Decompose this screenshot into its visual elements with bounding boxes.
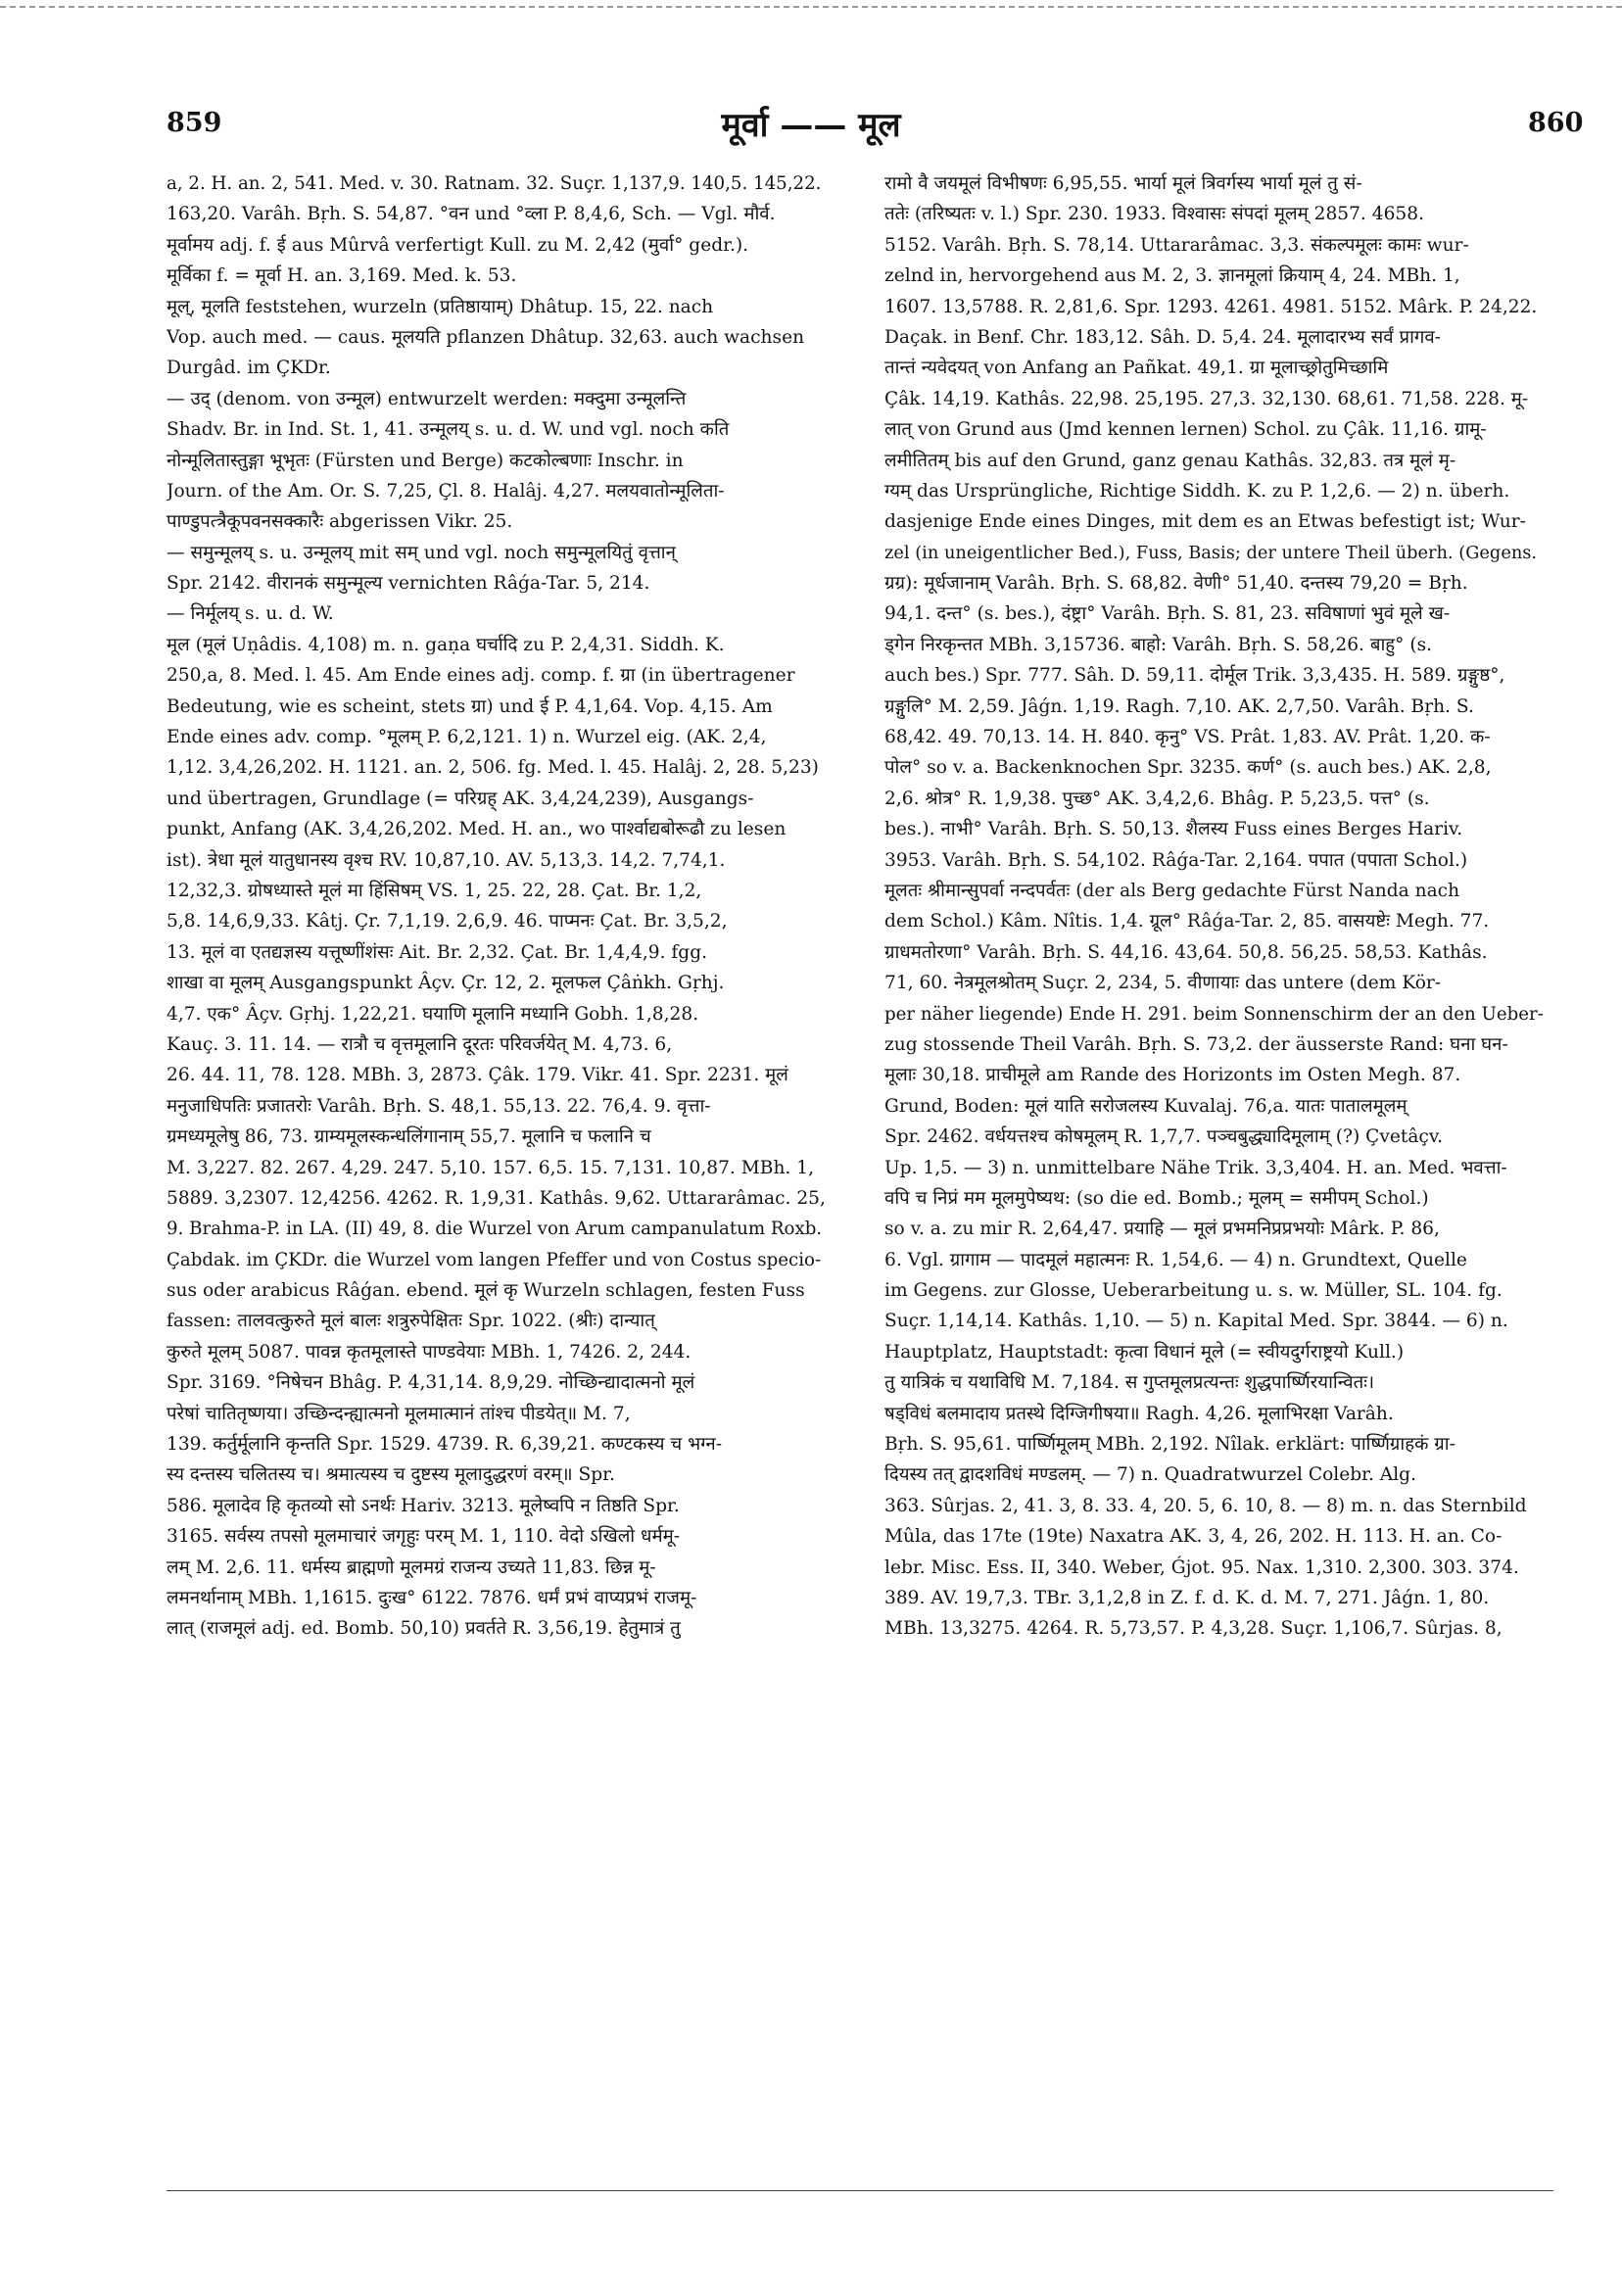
text-line: 139. कर्तुर्मूलानि कृन्तति Spr. 1529. 4739. R. 6,39,21. कण्टकस्य च भग्न- — [167, 1434, 723, 1456]
text-line: ततेः (तरिष्यतः v. l.) Spr. 230. 1933. विश्वासः संपदां मूलम् 2857. 4658. — [884, 204, 1424, 225]
text-line: 1,12. 3,4,26,202. H. 1121. an. 2, 506. fg. Med. l. 45. Halâj. 2, 28. 5,23) — [167, 757, 819, 779]
text-line: ग्रमध्यमूलेषु 86, 73. ग्राम्यमूलस्कन्धलिंगानाम् 55,7. मूलानि च फलानि च — [167, 1126, 651, 1148]
text-line: Durgâd. im ÇKDr. — [167, 358, 331, 379]
text-line: मूल (मूलं Uṇâdis. 4,108) m. n. gaṇa घर्चादि zu P. 2,4,31. Siddh. K. — [167, 634, 725, 655]
text-line: Spr. 2142. वीरानकं समुन्मूल्य vernichten Râǵa-Tar. 5, 214. — [167, 573, 650, 595]
text-line: लात् (राजमूलं adj. ed. Bomb. 50,10) प्रवर्तते R. 3,56,19. हेतुमात्रं तु — [167, 1618, 681, 1640]
text-line: 363. Sûrjas. 2, 41. 3, 8. 33. 4, 20. 5, 6. 10, 8. — 8) m. n. das Sternbild — [884, 1495, 1527, 1516]
text-line: a, 2. H. an. 2, 541. Med. v. 30. Ratnam. 32. Suçr. 1,137,9. 140,5. 145,22. — [167, 173, 822, 194]
text-line: — निर्मूलय् s. u. d. W. — [167, 603, 334, 625]
text-line: Daçak. in Benf. Chr. 183,12. Sâh. D. 5,4. 24. मूलादारभ्य सर्वं प्रागव- — [884, 326, 1441, 348]
text-line: लात् von Grund aus (Jmd kennen lernen) Schol. zu Çâk. 11,16. ग्रामू- — [884, 419, 1487, 441]
text-line: — उद् (denom. von उन्मूल) entwurzelt werden: मक्दुमा उन्मूलन्ति — [167, 388, 687, 409]
text-line: 12,32,3. ग्रोषध्यास्ते मूलं मा हिंसिषम् VS. 1, 25. 22, 28. Çat. Br. 1,2, — [167, 880, 702, 901]
text-line: 3953. Varâh. Bṛh. S. 54,102. Râǵa-Tar. 2,164. पपात (पपाता Schol.) — [884, 849, 1468, 871]
text-line: वपि च निप्रं मम मूलमुपेष्यथ: (so die ed. Bomb.; मूलम् = समीपम् Schol.) — [884, 1187, 1429, 1209]
text-line: 4,7. एक° Âçv. Gṛhj. 1,22,21. घयाणि मूलानि मध्यानि Gobh. 1,8,28. — [167, 1003, 699, 1025]
text-line: 163,20. Varâh. Bṛh. S. 54,87. °वन und °व्ला P. 8,4,6, Sch. — Vgl. मौर्व. — [167, 204, 776, 225]
text-line: so v. a. zu mir R. 2,64,47. प्रयाहि — मूलं प्रभमनिप्रप्रभयोः Mârk. P. 86, — [884, 1219, 1440, 1240]
text-line: auch bes.) Spr. 777. Sâh. D. 59,11. दोर्मूल Trik. 3,3,435. H. 589. ग्रङ्गुष्ठ°, — [884, 665, 1505, 687]
text-line: ग्रङ्गुलि° M. 2,59. Jâǵn. 1,19. Ragh. 7,10. AK. 2,7,50. Varâh. Bṛh. S. — [884, 695, 1474, 717]
text-line: und übertragen, Grundlage (= परिग्रह् AK. 3,4,24,239), Ausgangs- — [167, 788, 754, 809]
left-column — [167, 168, 833, 1645]
text-line: M. 3,227. 82. 267. 4,29. 247. 5,10. 157. 6,5. 15. 7,131. 10,87. MBh. 1, — [167, 1157, 814, 1178]
text-line: Ende eines adv. comp. °मूलम् P. 6,2,121. 1) n. Wurzel eig. (AK. 2,4, — [167, 727, 767, 748]
page-number-left: 859 — [167, 108, 222, 138]
right-column — [884, 168, 1550, 1645]
text-line: Bṛh. S. 95,61. पार्ष्णिमूलम् MBh. 2,192. Nîlak. erklärt: पार्ष्णिग्राहकं ग्रा- — [884, 1434, 1455, 1456]
text-line: तान्तं न्यवेदयत् von Anfang an Pañkat. 49,1. ग्रा मूलाच्छ्रोतुमिच्छामि — [884, 358, 1389, 379]
text-line: zel (in uneigentlicher Bed.), Fuss, Basis; der untere Theil überh. (Gegens. — [884, 542, 1538, 563]
text-line: dasjenige Ende eines Dinges, mit dem es an Etwas befestigt ist; Wur- — [884, 511, 1526, 533]
page-number-right: 860 — [1528, 108, 1584, 138]
text-line: मूर्वामय adj. f. ई aus Mûrvâ verfertigt Kull. zu M. 2,42 (मुर्वा° gedr.). — [167, 234, 749, 256]
text-line: Kauç. 3. 11. 14. — रात्रौ च वृत्तमूलानि दूरतः परिवर्जयेत् M. 4,73. 6, — [167, 1033, 673, 1055]
text-line: MBh. 13,3275. 4264. R. 5,73,57. P. 4,3,28. Suçr. 1,106,7. Sûrjas. 8, — [884, 1618, 1503, 1640]
text-line: sus oder arabicus Râǵan. ebend. मूलं कृ Wurzeln schlagen, festen Fuss — [167, 1280, 805, 1302]
text-line: 9. Brahma-P. in LA. (II) 49, 8. die Wurzel von Arum campanulatum Roxb. — [167, 1219, 823, 1240]
text-line: Bedeutung, wie es scheint, stets ग्रा) und ई P. 4,1,64. Vop. 4,15. Am — [167, 695, 773, 717]
text-line: मूलतः श्रीमान्सुपर्वा नन्दपर्वतः (der als Berg gedachte Fürst Nanda nach — [884, 880, 1460, 901]
text-line: 94,1. दन्त° (s. bes.), दंष्ट्रा° Varâh. Bṛh. S. 81, 23. सविषाणां भुवं मूले ख- — [884, 603, 1451, 625]
text-line: ग्रग्र): मूर्धजानाम् Varâh. Bṛh. S. 68,82. वेणी° 51,40. दन्तस्य 79,20 = Bṛh. — [884, 573, 1468, 595]
text-line: ist). त्रेधा मूलं यातुधानस्य वृश्च RV. 10,87,10. AV. 5,13,3. 14,2. 7,74,1. — [167, 849, 726, 871]
text-line: ड्गेन निरकृन्तत MBh. 3,15736. बाहो: Varâh. Bṛh. S. 58,26. बाहु° (s. — [884, 634, 1433, 655]
text-line: bes.). नाभी° Varâh. Bṛh. S. 50,13. शैलस्य Fuss eines Berges Hariv. — [884, 819, 1463, 840]
text-line: ग्राधमतोरणा° Varâh. Bṛh. S. 44,16. 43,64. 50,8. 56,25. 58,53. Kathâs. — [884, 941, 1488, 963]
text-line: षड्विधं बलमादाय प्रतस्थे दिग्जिगीषया॥ Ragh. 4,26. मूलाभिरक्षा Varâh. — [884, 1403, 1394, 1424]
text-line: Spr. 2462. वर्धयत्तश्च कोषमूलम् R. 1,7,7. पञ्चबुद्ध्यादिमूलाम् (?) Çvetâçv. — [884, 1126, 1444, 1148]
text-line: Up. 1,5. — 3) n. unmittelbare Nähe Trik. 3,3,404. H. an. Med. भवत्ता- — [884, 1157, 1507, 1178]
text-line: ग्यम् das Ursprüngliche, Richtige Siddh. K. zu P. 1,2,6. — 2) n. überh. — [884, 480, 1510, 502]
text-line: zug stossende Theil Varâh. Bṛh. S. 73,2. der äusserste Rand: घना घन- — [884, 1033, 1508, 1055]
text-line: शाखा वा मूलम् Ausgangspunkt Âçv. Çr. 12, 2. मूलफल Çâṅkh. Gṛhj. — [167, 973, 725, 994]
text-line: मनुजाधिपतिः प्रजातरोः Varâh. Bṛh. S. 48,1. 55,13. 22. 76,4. 9. वृत्ता- — [167, 1095, 711, 1117]
text-line: — समुन्मूलय् s. u. उन्मूलय् mit सम् und vgl. noch समुन्मूलयितुं वृत्तान् — [167, 542, 676, 563]
top-edge-rule — [0, 6, 1622, 8]
text-line: 71, 60. नेत्रमूलश्रोतम् Suçr. 2, 234, 5. वीणायाः das untere (dem Kör- — [884, 973, 1442, 994]
text-line: 5,8. 14,6,9,33. Kâtj. Çr. 7,1,19. 2,6,9. 46. पाप्मनः Çat. Br. 3,5,2, — [167, 911, 728, 933]
text-line: मूल्, मूलति feststehen, wurzeln (प्रतिष्ठायाम्) Dhâtup. 15, 22. nach — [167, 296, 714, 317]
bottom-rule — [167, 2190, 1553, 2191]
text-line: कुरुते मूलम् 5087. पावन्न कृतमूलास्ते पाण्डवेयाः MBh. 1, 7426. 2, 244. — [167, 1341, 692, 1363]
text-line: लमनर्थानाम् MBh. 1,1615. दुःख° 6122. 7876. धर्मं प्रभं वाप्यप्रभं राजमू- — [167, 1587, 697, 1608]
text-line: 26. 44. 11, 78. 128. MBh. 3, 2873. Çâk. 179. Vikr. 41. Spr. 2231. मूलं — [167, 1065, 788, 1086]
text-line: im Gegens. zur Glosse, Ueberarbeitung u. s. w. Müller, SL. 104. fg. — [884, 1280, 1503, 1302]
text-line: मूलाः 30,18. प्राचीमूले am Rande des Horizonts im Osten Megh. 87. — [884, 1065, 1461, 1086]
text-line: fassen: तालवत्कुरुते मूलं बालः शत्रुरुपेक्षितः Spr. 1022. (श्रीः) दान्यात् — [167, 1311, 655, 1332]
text-line: दियस्य तत् द्वादशविधं मण्डलम्. — 7) n. Quadratwurzel Colebr. Alg. — [884, 1464, 1416, 1486]
text-line: 5889. 3,2307. 12,4256. 4262. R. 1,9,31. Kathâs. 9,62. Uttararâmac. 25, — [167, 1187, 826, 1209]
text-line: पाण्डुपत्त्रैकूपवनसक्कारैः abgerissen Vikr. 25. — [167, 511, 513, 533]
text-line: 586. मूलादेव हि कृतव्यो सो ऽनर्थः Hariv. 3213. मूलेष्वपि न तिष्ठति Spr. — [167, 1495, 680, 1516]
text-line: तु यात्रिकं च यथाविधि M. 7,184. स गुप्तमूलप्रत्यन्तः शुद्धपार्ष्णिरयान्वितः। — [884, 1372, 1374, 1394]
text-line: 5152. Varâh. Bṛh. S. 78,14. Uttararâmac. 3,3. संकल्पमूलः कामः wur- — [884, 234, 1469, 256]
text-line: Mûla, das 17te (19te) Naxatra AK. 3, 4, 26, 202. H. 113. H. an. Co- — [884, 1526, 1503, 1548]
text-line: 2,6. श्रोत्र° R. 1,9,38. पुच्छ° AK. 3,4,2,6. Bhâg. P. 5,23,5. पत्त° (s. — [884, 788, 1430, 809]
text-line: पोल° so v. a. Backenknochen Spr. 3235. कर्ण° (s. auch bes.) AK. 2,8, — [884, 757, 1492, 779]
text-line: 68,42. 49. 70,13. 14. H. 840. कृनु° VS. Prât. 1,83. AV. Prât. 1,20. क- — [884, 727, 1491, 748]
text-line: 13. मूलं वा एतद्यज्ञस्य यत्तूष्णींशंसः Ait. Br. 2,32. Çat. Br. 1,4,4,9. fgg. — [167, 941, 708, 963]
text-line: 1607. 13,5788. R. 2,81,6. Spr. 1293. 4261. 4981. 5152. Mârk. P. 24,22. — [884, 296, 1538, 317]
text-line: Suçr. 1,14,14. Kathâs. 1,10. — 5) n. Kapital Med. Spr. 3844. — 6) n. — [884, 1311, 1508, 1332]
text-line: स्य दन्तस्य चलितस्य च। श्रमात्यस्य च दुष्टस्य मूलादुद्धरणं वरम्॥ Spr. — [167, 1464, 615, 1486]
text-line: Vop. auch med. — caus. मूलयति pflanzen Dhâtup. 32,63. auch wachsen — [167, 326, 805, 348]
text-line: लम् M. 2,6. 11. धर्मस्य ब्राह्मणो मूलमग्रं राजन्य उच्यते 11,83. छिन्न मू- — [167, 1556, 656, 1578]
text-line: 3165. सर्वस्य तपसो मूलमाचारं जगृहुः परम् M. 1, 110. वेदो ऽखिलो धर्ममू- — [167, 1526, 680, 1548]
text-line: Çâk. 14,19. Kathâs. 22,98. 25,195. 27,3. 32,130. 68,61. 71,58. 228. मू- — [884, 388, 1529, 409]
text-line: zelnd in, hervorgehend aus M. 2, 3. ज्ञानमूलां क्रियाम् 4, 24. MBh. 1, — [884, 265, 1460, 287]
text-line: मूर्विका f. = मूर्वा H. an. 3,169. Med. k. 53. — [167, 265, 517, 287]
text-line: Spr. 3169. °निषेचन Bhâg. P. 4,31,14. 8,9,29. नोच्छिन्द्यादात्मनो मूलं — [167, 1372, 695, 1394]
text-line: dem Schol.) Kâm. Nîtis. 1,4. ग्रूल° Râǵa-Tar. 2, 85. वासयष्टेः Megh. 77. — [884, 911, 1490, 933]
text-line: lebr. Misc. Ess. II, 340. Weber, Ǵjot. 95. Nax. 1,310. 2,300. 303. 374. — [884, 1556, 1519, 1578]
text-line: Çabdak. im ÇKDr. die Wurzel vom langen Pfeffer und von Costus specio- — [167, 1249, 822, 1270]
text-line: 250,a, 8. Med. l. 45. Am Ende eines adj. comp. f. ग्रा (in übertragener — [167, 665, 795, 687]
text-line: लमीतितम् bis auf den Grund, ganz genau Kathâs. 32,83. तत्र मूलं मृ- — [884, 450, 1456, 471]
text-line: Shadv. Br. in Ind. St. 1, 41. उन्मूलय् s. u. d. W. und vgl. noch कति — [167, 419, 730, 441]
text-line: रामो वै जयमूलं विभीषणः 6,95,55. भार्या मूलं त्रिवर्गस्य भार्या मूलं तु सं- — [884, 173, 1362, 194]
text-line: Grund, Boden: मूलं याति सरोजलस्य Kuvalaj. 76,a. यातः पातालमूलम् — [884, 1095, 1407, 1117]
text-line: Hauptplatz, Hauptstadt: कृत्वा विधानं मूले (= स्वीयदुर्गराष्ट्रयो Kull.) — [884, 1341, 1405, 1363]
text-line: punkt, Anfang (AK. 3,4,26,202. Med. H. an., wo पार्श्वाद्यबोरूढौ zu lesen — [167, 819, 787, 840]
running-head: मूर्वा —— मूल — [721, 106, 901, 145]
text-line: 6. Vgl. ग्रागाम — पादमूलं महात्मनः R. 1,54,6. — 4) n. Grundtext, Quelle — [884, 1249, 1467, 1270]
text-line: परेषां चातितृष्णया। उच्छिन्दन्ह्यात्मनो मूलमात्मानं तांश्च पीडयेत्॥ M. 7, — [167, 1403, 631, 1424]
text-line: 389. AV. 19,7,3. TBr. 3,1,2,8 in Z. f. d. K. d. M. 7, 271. Jâǵn. 1, 80. — [884, 1587, 1490, 1608]
text-line: नोन्मूलितास्तुङ्गा भूभृतः (Fürsten und Berge) कटकोल्बणाः Inschr. in — [167, 450, 684, 471]
text-line: per näher liegende) Ende H. 291. beim Sonnenschirm der an den Ueber- — [884, 1003, 1544, 1025]
text-line: Journ. of the Am. Or. S. 7,25, Çl. 8. Halâj. 4,27. मलयवातोन्मूलिता- — [167, 480, 725, 502]
